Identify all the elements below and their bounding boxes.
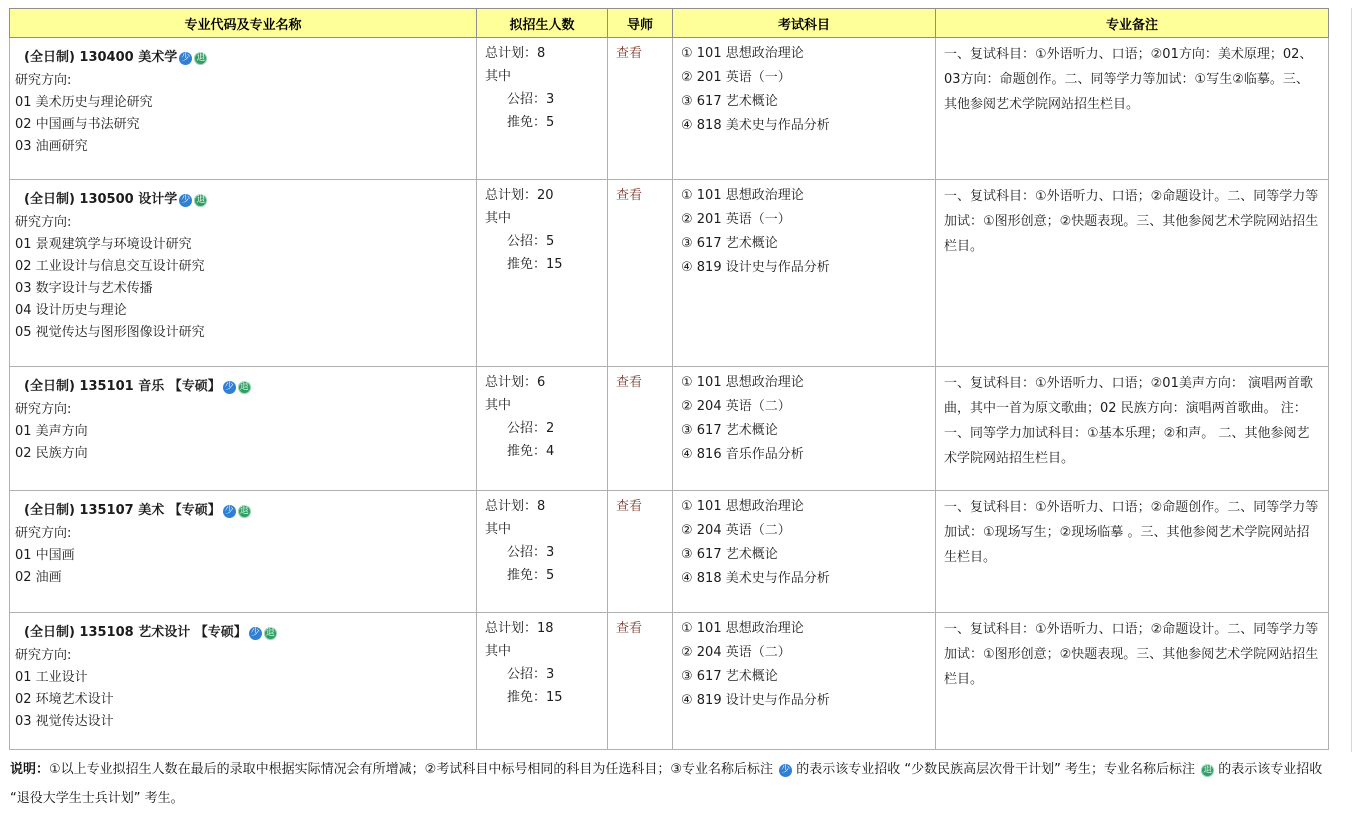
exam-subject: ② 201 英语（一） — [681, 212, 791, 227]
directions-label: 研究方向: — [15, 215, 72, 230]
program-title-text: (全日制) 130500 设计学 — [24, 192, 178, 207]
enroll-total: 总计划：18 — [485, 621, 554, 636]
direction-item: 03 数字设计与艺术传播 — [15, 281, 153, 296]
table-row — [10, 38, 1329, 180]
minority-plan-icon: 少 — [224, 382, 234, 392]
direction-item: 01 工业设计 — [15, 670, 88, 685]
program-title-text: (全日制) 135101 音乐 【专硕】 — [24, 379, 221, 394]
exam-subject: ③ 617 艺术概论 — [681, 669, 778, 684]
program-remark: 一、复试科目：①外语听力、口语；②命题设计。二、同等学力等加试：①图形创意；②快题表现。三、其他参阅艺术学院网站招生栏目。 — [944, 189, 1319, 254]
direction-item: 02 工业设计与信息交互设计研究 — [15, 259, 205, 274]
exam-subject: ④ 818 美术史与作品分析 — [681, 571, 830, 586]
direction-item: 02 中国画与书法研究 — [15, 117, 140, 132]
enroll-among: 其中 — [485, 522, 512, 537]
exam-subject: ③ 617 艺术概论 — [681, 236, 778, 251]
enroll-public: 公招：3 — [507, 92, 555, 107]
program-title — [15, 499, 468, 523]
footnote-text: ①以上专业拟招生人数在最后的录取中根据实际情况会有所增减；②考试科目中标号相同的科目为任选科目；③专业名称后标注 — [49, 762, 778, 777]
exam-subject: ③ 617 艺术概论 — [681, 547, 778, 562]
enroll-public: 公招：3 — [507, 545, 555, 560]
program-remark: 一、复试科目：①外语听力、口语；②01美声方向： 演唱两首歌曲，其中一首为原文歌曲；02 民族方向：演唱两首歌曲。 注：一、同等学力加试科目：①基本乐理；②和声。 二、其他参阅艺术学院网站招生栏目。 — [944, 376, 1313, 466]
veteran-plan-icon: 退 — [1203, 765, 1213, 775]
exam-subject: ③ 617 艺术概论 — [681, 94, 778, 109]
program-title-text: (全日制) 130400 美术学 — [24, 50, 178, 65]
exam-subject: ④ 819 设计史与作品分析 — [681, 260, 830, 275]
direction-item: 02 民族方向 — [15, 446, 88, 461]
exam-subject: ① 101 思想政治理论 — [681, 375, 804, 390]
page-frame-divider — [1351, 8, 1352, 752]
exam-subject: ② 204 英语（二） — [681, 399, 791, 414]
veteran-plan-icon: 退 — [239, 382, 249, 392]
footnote — [10, 755, 1336, 813]
enroll-total: 总计划：6 — [485, 375, 546, 390]
table-row — [10, 180, 1329, 367]
minority-plan-icon: 少 — [250, 628, 260, 638]
footnote-text: 的表示该专业招收 “少数民族高层次骨干计划” 考生；专业名称后标注 — [792, 762, 1200, 777]
exam-subject: ① 101 思想政治理论 — [681, 621, 804, 636]
col-header-remark: 专业备注 — [936, 9, 1329, 38]
program-title — [15, 621, 468, 645]
minority-plan-icon: 少 — [224, 506, 234, 516]
enroll-among: 其中 — [485, 398, 512, 413]
exam-subject: ① 101 思想政治理论 — [681, 188, 804, 203]
table-row — [10, 491, 1329, 613]
view-tutor-link[interactable]: 查看 — [616, 499, 643, 514]
program-remark: 一、复试科目：①外语听力、口语；②01方向：美术原理；02、03方向：命题创作。二、同等学力等加试：①写生②临摹。三、其他参阅艺术学院网站招生栏目。 — [944, 47, 1313, 112]
exam-subject: ④ 818 美术史与作品分析 — [681, 118, 830, 133]
table-header-row — [10, 9, 1329, 38]
exam-subject: ④ 819 设计史与作品分析 — [681, 693, 830, 708]
program-title — [15, 188, 468, 212]
direction-item: 01 中国画 — [15, 548, 75, 563]
exam-subject: ③ 617 艺术概论 — [681, 423, 778, 438]
col-header-enrollment: 拟招生人数 — [477, 9, 608, 38]
minority-plan-icon: 少 — [181, 53, 191, 63]
enroll-public: 公招：2 — [507, 421, 555, 436]
col-header-tutor: 导师 — [608, 9, 673, 38]
minority-plan-icon: 少 — [781, 765, 791, 775]
direction-item: 01 美术历史与理论研究 — [15, 95, 153, 110]
view-tutor-link[interactable]: 查看 — [616, 375, 643, 390]
enroll-exempt: 推免：15 — [507, 257, 563, 272]
exam-subject: ② 204 英语（二） — [681, 523, 791, 538]
view-tutor-link[interactable]: 查看 — [616, 621, 643, 636]
exam-subject: ② 201 英语（一） — [681, 70, 791, 85]
footnote-label: 说明： — [10, 762, 50, 777]
direction-item: 02 环境艺术设计 — [15, 692, 114, 707]
program-title-text: (全日制) 135108 艺术设计 【专硕】 — [24, 625, 247, 640]
enroll-among: 其中 — [485, 211, 512, 226]
enroll-exempt: 推免：5 — [507, 115, 555, 130]
program-remark: 一、复试科目：①外语听力、口语；②命题创作。二、同等学力等加试：①现场写生；②现场临摹 。三、其他参阅艺术学院网站招生栏目。 — [944, 500, 1319, 565]
directions-label: 研究方向: — [15, 648, 72, 663]
veteran-plan-icon: 退 — [196, 53, 206, 63]
enroll-among: 其中 — [485, 644, 512, 659]
exam-subject: ④ 816 音乐作品分析 — [681, 447, 804, 462]
view-tutor-link[interactable]: 查看 — [616, 188, 643, 203]
direction-item: 01 景观建筑学与环境设计研究 — [15, 237, 192, 252]
veteran-plan-icon: 退 — [239, 506, 249, 516]
directions-label: 研究方向: — [15, 402, 72, 417]
direction-item: 02 油画 — [15, 570, 62, 585]
direction-item: 03 视觉传达设计 — [15, 714, 114, 729]
table-row — [10, 367, 1329, 491]
admissions-table — [9, 8, 1329, 750]
col-header-program: 专业代码及专业名称 — [10, 9, 477, 38]
direction-item: 01 美声方向 — [15, 424, 88, 439]
enroll-among: 其中 — [485, 69, 512, 84]
direction-item: 04 设计历史与理论 — [15, 303, 127, 318]
directions-label: 研究方向: — [15, 526, 72, 541]
exam-subject: ① 101 思想政治理论 — [681, 46, 804, 61]
table-row — [10, 613, 1329, 750]
program-remark: 一、复试科目：①外语听力、口语；②命题设计。二、同等学力等加试：①图形创意；②快题表现。三、其他参阅艺术学院网站招生栏目。 — [944, 622, 1319, 687]
program-title — [15, 46, 468, 70]
col-header-subjects: 考试科目 — [673, 9, 936, 38]
directions-label: 研究方向: — [15, 73, 72, 88]
direction-item: 03 油画研究 — [15, 139, 88, 154]
enroll-exempt: 推免：5 — [507, 568, 555, 583]
program-title-text: (全日制) 135107 美术 【专硕】 — [24, 503, 221, 518]
program-title — [15, 375, 468, 399]
exam-subject: ② 204 英语（二） — [681, 645, 791, 660]
enroll-exempt: 推免：4 — [507, 444, 555, 459]
enroll-exempt: 推免：15 — [507, 690, 563, 705]
view-tutor-link[interactable]: 查看 — [616, 46, 643, 61]
direction-item: 05 视觉传达与图形图像设计研究 — [15, 325, 205, 340]
enroll-public: 公招：3 — [507, 667, 555, 682]
veteran-plan-icon: 退 — [196, 195, 206, 205]
exam-subject: ① 101 思想政治理论 — [681, 499, 804, 514]
minority-plan-icon: 少 — [181, 195, 191, 205]
enroll-public: 公招：5 — [507, 234, 555, 249]
enroll-total: 总计划：20 — [485, 188, 554, 203]
veteran-plan-icon: 退 — [265, 628, 275, 638]
enroll-total: 总计划：8 — [485, 46, 546, 61]
enroll-total: 总计划：8 — [485, 499, 546, 514]
footnote-text: 的表示该专业招收 “退役大学生士兵计划” 考生。 — [10, 762, 1323, 806]
